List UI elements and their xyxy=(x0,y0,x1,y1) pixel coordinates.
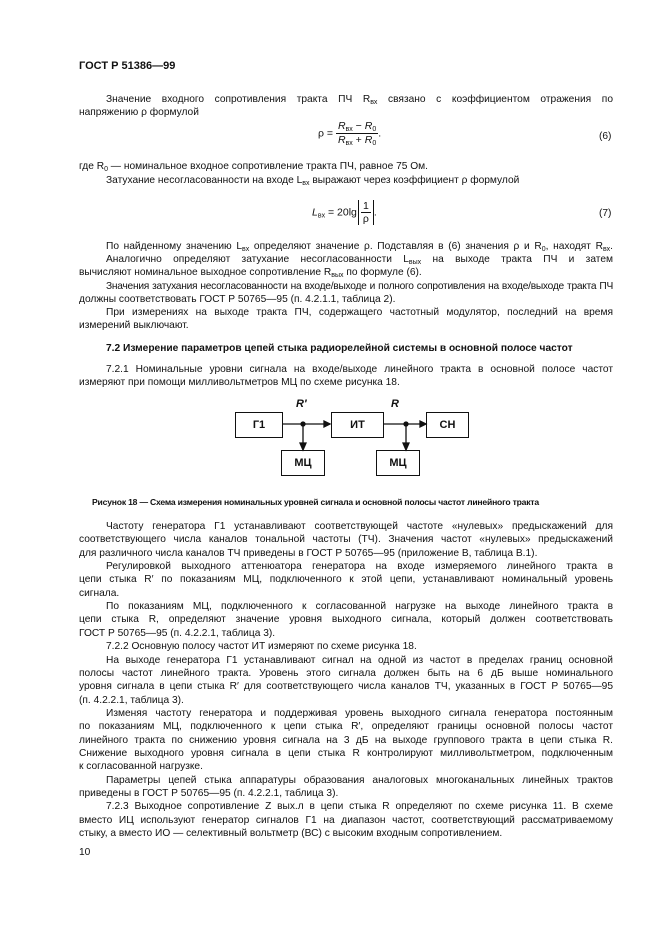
interface-label: R′ xyxy=(296,398,307,410)
paragraph-line: линейного тракта по снижению уровня сигнала на 3 дБ на выходе группового тракта в цепи стыка R. xyxy=(79,734,613,746)
paragraph-line: напряжению ρ формулой xyxy=(79,107,199,118)
paragraph-line: цепи стыка R′ по показаниям МЦ, подключенного к этой цепи, устанавливают номинальный уровень xyxy=(79,574,613,586)
paragraph-line: Параметры цепей стыка аппаратуры образования аналоговых многоканальных линейных трактов xyxy=(106,774,613,786)
paragraph-line: 7.2.1 Номинальные уровни сигнала на входе/выходе линейного тракта в основной полосе частот xyxy=(106,364,613,375)
paragraph-line: Регулировкой выходного аттенюатора генератора на входе измеряемого линейного тракта в xyxy=(106,561,613,573)
arrow-head xyxy=(324,421,330,427)
paragraph-line: Аналогично определяют затухание несогласованности $L_{вых}$ на выходе тракта ПЧ и затем xyxy=(106,254,614,266)
paragraph-line: По найденному значению $L_{вх}$ определяют значение ρ. Подставляя в (6) значения ρ и $R_0$, находят $R_{вх}$. xyxy=(106,241,613,253)
matched-load-box: СН xyxy=(426,412,469,438)
paragraph-line: соответствующего числа каналов тональной частоты (ТЧ). Значения частот «нулевых» предыскажений xyxy=(79,534,613,546)
paragraph-line: вместо ИЦ используют генератор сигналов Г1 на диапазон частот, соответствующий рассматриваемому xyxy=(79,814,613,826)
paragraph-line: При измерениях на выходе тракта ПЧ, содержащего частотный модулятор, последний на время xyxy=(106,307,613,318)
paragraph-line: Затухание несогласованности на входе $L_{вх}$ выражают через коэффициент ρ формулой xyxy=(106,175,520,187)
paragraph-line: Значение входного сопротивления тракта ПЧ $R_{вх}$ связано с коэффициентом отражения по xyxy=(106,94,613,106)
millivoltmeter-box: МЦ xyxy=(281,450,325,476)
paragraph-line: приведены в ГОСТ Р 50765—95 (п. 4.2.2.1, таблица 3). xyxy=(79,788,339,799)
paragraph-line: вычисляют номинальное выходное сопротивление $R_{вых}$ по формуле (6). xyxy=(79,267,422,279)
paragraph-line: измерений выключают. xyxy=(79,320,189,331)
paragraph-line: по показаниям МЦ, подключенного к цепи стыка R′, определяют границы основной полосы частот xyxy=(79,721,613,733)
paragraph-line: ГОСТ Р 50765—95 (п. 4.2.2.1, таблица 3). xyxy=(79,627,276,639)
measured-tract-box: ИТ xyxy=(331,412,384,438)
paragraph-line: измеряют при помощи милливольтметров МЦ по схеме рисунка 18. xyxy=(79,377,400,388)
generator-g1-box: Г1 xyxy=(235,412,283,438)
paragraph-line: стыку, а вместо ИО — селективный вольтметр (ВС) с высоким входным сопротивлением. xyxy=(79,828,503,840)
arrow-head xyxy=(300,443,306,450)
document-header: ГОСТ Р 51386—99 xyxy=(79,60,176,72)
formula-6: ρ = $\frac{R_{вх} - R_0}{R_{вх} + R_0}$ . xyxy=(318,120,382,147)
paragraph-line: для различного числа каналов ТЧ приведены в ГОСТ Р 50765—95 (приложение В, таблица В.1). xyxy=(79,547,538,559)
paragraph-line: Значения затухания несогласованности на входе/выходе и полного сопротивления на входе/выходе тракта ПЧ xyxy=(106,281,613,292)
paragraph-line: где $R_0$ — номинальное входное сопротивление тракта ПЧ, равное 75 Ом. xyxy=(79,161,428,173)
formula-7: $L_{вх} = 20\lg$ $\frac{1}{\rho}$ . xyxy=(312,200,377,225)
paragraph-line: (п. 4.2.2.1, таблица 3). xyxy=(79,694,184,706)
paragraph-line: По показаниям МЦ, подключенного к согласованной нагрузке на выходе линейного тракта в xyxy=(106,601,613,613)
formula-number: (7) xyxy=(599,208,612,219)
formula-number: (6) xyxy=(599,131,612,142)
paragraph-line: цепи стыка R, определяют значение уровня выходного сигнала, который должен соответствовать xyxy=(79,614,613,626)
paragraph-line: должны соответствовать ГОСТ Р 50765—95 (п. 4.2.1.1, таблица 2). xyxy=(79,294,396,305)
paragraph-line: к согласованной нагрузке. xyxy=(79,761,203,773)
paragraph-line: 7.2.2 Основную полосу частот ИТ измеряют по схеме рисунка 18. xyxy=(106,641,417,653)
millivoltmeter-box: МЦ xyxy=(376,450,420,476)
paragraph-line: 7.2.3 Выходное сопротивление Z вых.л в цепи стыка R определяют по схеме рисунка 11. В схеме xyxy=(106,801,613,813)
paragraph-line: Изменяя частоту генератора и поддерживая уровень выходного сигнала генератора постоянным xyxy=(106,707,613,719)
arrow-head xyxy=(403,443,409,450)
paragraph-line: Частоту генератора Г1 устанавливают соответствующей частоте «нулевых» предыскажений для xyxy=(106,521,613,532)
paragraph-line: сигнала. xyxy=(79,587,120,599)
section-heading: 7.2 Измерение параметров цепей стыка радиорелейной системы в основной полосе частот xyxy=(106,343,573,354)
figure-caption: Рисунок 18 — Схема измерения номинальных уровней сигнала и основной полосы частот линейного тракта xyxy=(92,497,539,507)
paragraph-line: уровня сигнала в цепи стыка R′ для соответствующего числа каналов ТЧ, указанных в ГОСТ Р 50765—95 xyxy=(79,681,613,693)
circuit-diagram xyxy=(230,396,470,486)
page-number: 10 xyxy=(79,847,91,858)
paragraph-line: На выходе генератора Г1 устанавливают сигнал на одной из частот в пределах границ основной xyxy=(106,654,613,666)
paragraph-line: Снижение выходного уровня сигнала в цепи стыка R контролируют милливольтметром, подключенным xyxy=(79,747,613,759)
interface-label: R xyxy=(391,398,399,410)
paragraph-line: полосы частот линейного тракта. Уровень этого сигнала должен быть на 6 дБ выше номинального xyxy=(79,667,613,679)
